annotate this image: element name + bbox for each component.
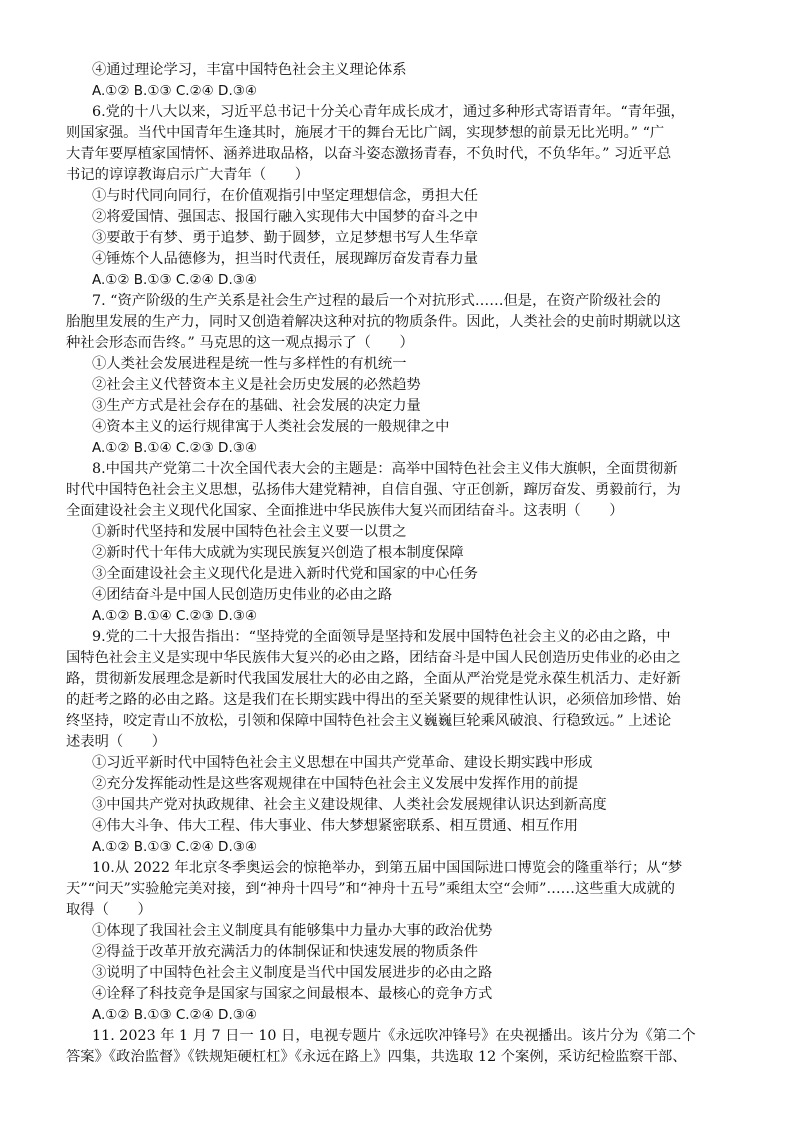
question-stem-line: 11. 2023 年 1 月 7 日一 10 日，电视专题片《永远吹冲锋号》在央视播出。该片分为《第二个	[92, 1028, 696, 1044]
question-stem-line: 的赶考之路的必由之路。这是我们在长期实践中得出的至关紧要的规律性认识，必须倍加珍惜、始	[66, 692, 681, 708]
option-item: ④资本主义的运行规律寓于人类社会发展的一般规律之中	[92, 419, 450, 435]
question-stem-line: 书记的谆谆教诲启示广大青年（ ）	[66, 167, 310, 183]
question-stem-line: 路，贯彻新发展理念是新时代我国发展壮大的必由之路，全面从严治党是党永葆生机活力、走好新	[66, 671, 681, 687]
question-stem-line: 取得（ ）	[66, 902, 152, 918]
question-stem-line: 国特色社会主义是实现中华民族伟大复兴的必由之路，团结奋斗是中国人民创造历史伟业的必由之	[66, 650, 681, 666]
answer-choices: A.①② B.①③ C.②④ D.③④	[92, 1007, 257, 1023]
option-item: ④团结奋斗是中国人民创造历史伟业的必由之路	[92, 587, 393, 603]
question-8	[66, 459, 730, 627]
question-stem-line: 7. “资产阶级的生产关系是社会生产过程的最后一个对抗形式……但是，在资产阶级社会的	[92, 293, 661, 309]
question-stem-line: 时代中国特色社会主义思想，弘扬伟大建党精神，自信自强、守正创新，蹿厉奋发、勇毅前行，为	[66, 482, 681, 498]
document-page	[66, 60, 730, 1068]
answer-choices: A.①② B.①④ C.②③ D.③④	[92, 440, 257, 456]
question-stem-line: 6.党的十八大以来，习近平总书记十分关心青年成长成才，通过多种形式寄语青年。“青年强，	[92, 104, 685, 120]
question-stem-line: 答案》《政治监督》《铁规矩硬杠杠》《永远在路上》四集，共选取 12 个案例，采访纪检监察干部、	[66, 1049, 687, 1065]
question-stem-line: 胎胞里发展的生产力，同时又创造着解决这种对抗的物质条件。因此，人类社会的史前时期就以这	[66, 314, 681, 330]
option-item: ①体现了我国社会主义制度具有能够集中力量办大事的政治优势	[92, 923, 493, 939]
answer-choices: A.①② B.①③ C.②④ D.③④	[92, 839, 257, 855]
option-item: ③全面建设社会主义现代化是进入新时代党和国家的中心任务	[92, 566, 479, 582]
question-stem-line: 10.从 2022 年北京冬季奥运会的惊艳举办，到第五届中国国际进口博览会的隆重举行；从“梦	[92, 860, 683, 876]
question-9	[66, 627, 730, 858]
option-item: ④锤炼个人品德修为，担当时代责任，展现蹿厉奋发青春力量	[92, 251, 479, 267]
option-item: ②充分发挥能动性是这些客观规律在中国特色社会主义发展中发挥作用的前提	[92, 776, 579, 792]
question-stem-line: 天”“问天”实验舱完美对接，到“神舟十四号”和“神舟十五号”乘组太空“会师”……这些重大成就的	[66, 881, 676, 897]
option-item: ④通过理论学习，丰富中国特色社会主义理论体系	[92, 62, 407, 78]
option-item: ④伟大斗争、伟大工程、伟大事业、伟大梦想紧密联系、相互贯通、相互作用	[92, 818, 579, 834]
option-item: ①与时代同向同行，在价值观指引中坚定理想信念，勇担大任	[92, 188, 479, 204]
question-stem-line: 述表明（ ）	[66, 734, 167, 750]
option-item: ③生产方式是社会存在的基础、社会发展的决定力量	[92, 398, 421, 414]
question-stem-line: 全面建设社会主义现代化国家、全面推进中华民族伟大复兴而团结奋斗。这表明（ ）	[66, 503, 624, 519]
question-stem-line: 种社会形态而告终。” 马克思的这一观点揭示了（ ）	[66, 335, 414, 351]
option-item: ①新时代坚持和发展中国特色社会主义要一以贯之	[92, 524, 407, 540]
option-item: ③要敢于有梦、勇于追梦、勤于圆梦，立足梦想书写人生华章	[92, 230, 479, 246]
option-item: ④诠释了科技竞争是国家与国家之间最根本、最核心的竞争方式	[92, 986, 493, 1002]
question-10	[66, 858, 730, 1026]
option-item: ②社会主义代替资本主义是社会历史发展的必然趋势	[92, 377, 421, 393]
question-6	[66, 102, 730, 291]
question-stem-line: 8.中国共产党第二十次全国代表大会的主题是：高举中国特色社会主义伟大旗帜，全面贯彻新	[92, 461, 678, 477]
option-item: ③中国共产党对执政规律、社会主义建设规律、人类社会发展规律认识达到新高度	[92, 797, 607, 813]
option-item: ②新时代十年伟大成就为实现民族复兴创造了根本制度保障	[92, 545, 464, 561]
answer-choices: A.①② B.①③ C.②④ D.③④	[92, 272, 257, 288]
question-stem-line: 大青年要厚植家国情怀、涵养进取品格，以奋斗姿态激扬青春，不负时代，不负华年。” 习近平总	[66, 146, 672, 162]
option-item: ①人类社会发展进程是统一性与多样性的有机统一	[92, 356, 407, 372]
option-item: ②得益于改革开放充满活力的体制保证和快速发展的物质条件	[92, 944, 479, 960]
option-item: ②将爱国情、强国志、报国行融入实现伟大中国梦的奋斗之中	[92, 209, 479, 225]
option-item: ③说明了中国特色社会主义制度是当代中国发展进步的必由之路	[92, 965, 493, 981]
question-stem-line: 9.党的二十大报告指出：“坚持党的全面领导是坚持和发展中国特色社会主义的必由之路，中	[92, 629, 671, 645]
question-11	[66, 1026, 730, 1068]
answer-choices: A.①② B.①③ C.②④ D.③④	[92, 83, 257, 99]
question-stem-line: 终坚持，咬定青山不放松，引领和保障中国特色社会主义巍巍巨轮乘风破浪、行稳致远。” 上述论	[66, 713, 672, 729]
question-7	[66, 291, 730, 459]
question-stem-line: 则国家强。当代中国青年生逢其时，施展才干的舞台无比广阔，实现梦想的前景无比光明。” “广	[66, 125, 665, 141]
answer-choices: A.①② B.①④ C.②③ D.③④	[92, 608, 257, 624]
question-5-tail	[66, 60, 730, 102]
option-item: ①习近平新时代中国特色社会主义思想在中国共产党革命、建设长期实践中形成	[92, 755, 593, 771]
